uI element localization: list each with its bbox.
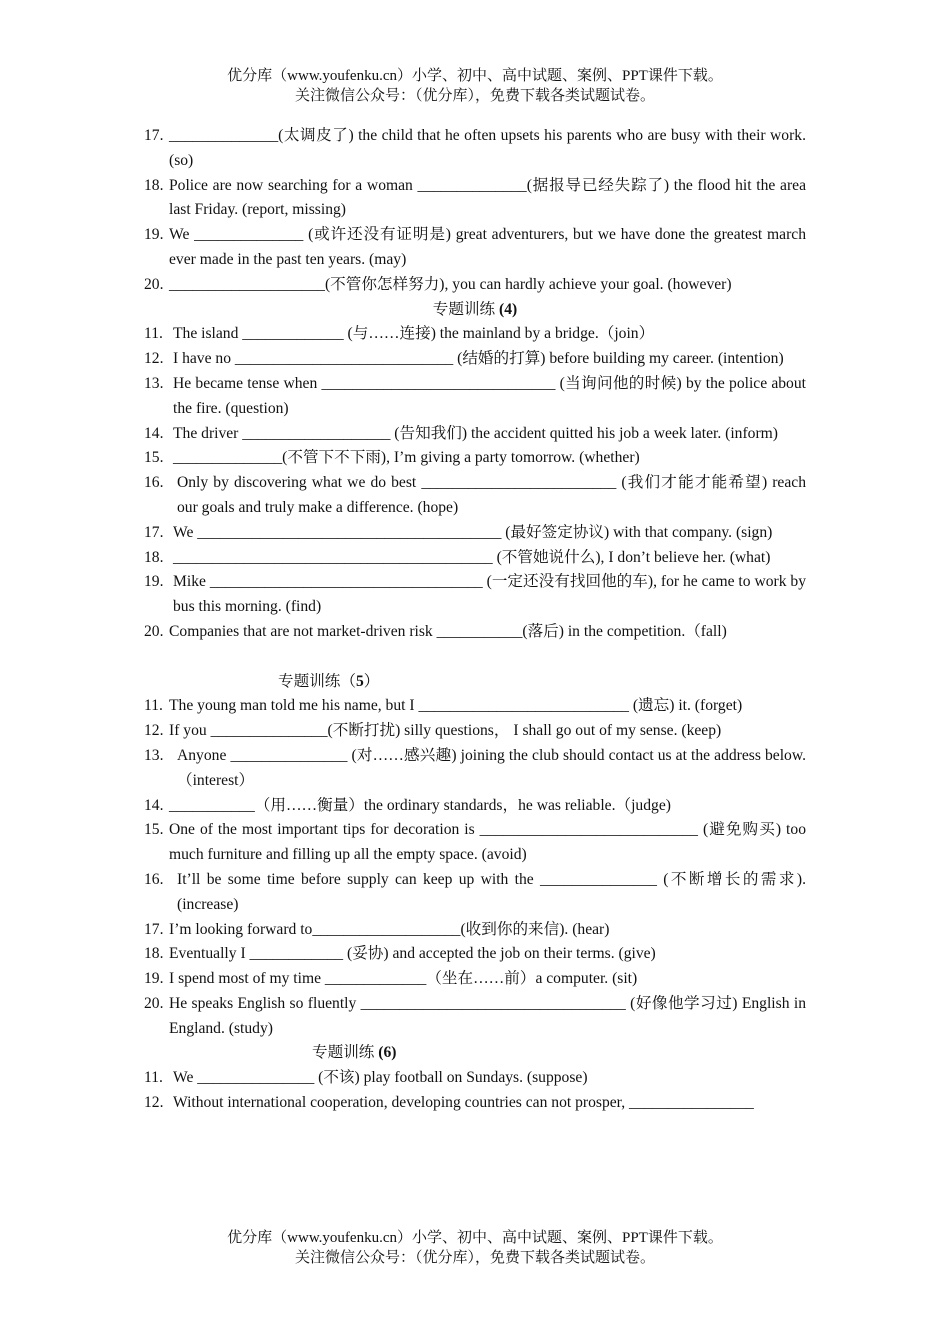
question-number: 19. bbox=[144, 970, 164, 988]
question-5-12 bbox=[144, 719, 806, 744]
question-text: One of the most important tips for decoration is ____________________________ (避免购买) too much furniture and filling up all the empty space. (avoid) bbox=[169, 821, 806, 864]
section-5-number: 5 bbox=[355, 672, 364, 690]
question-4-19 bbox=[144, 570, 806, 620]
question-text: It’ll be some time before supply can keep up with the _______________ (不断增长的需求). (increase) bbox=[177, 870, 806, 913]
question-number: 20. bbox=[144, 622, 164, 640]
page-header bbox=[0, 66, 950, 106]
section-4-title bbox=[144, 298, 806, 323]
question-text: The island _____________ (与……连接) the mainland by a bridge.（join） bbox=[173, 325, 655, 343]
section-4-number: (4) bbox=[499, 300, 518, 318]
question-number: 16. bbox=[144, 474, 164, 492]
question-number: 20. bbox=[144, 275, 164, 293]
question-5-18 bbox=[144, 942, 806, 967]
question-text: Without international cooperation, developing countries can not prosper, ________________ bbox=[173, 1094, 754, 1112]
question-17a bbox=[144, 124, 806, 174]
question-number: 11. bbox=[144, 697, 163, 715]
question-4-13 bbox=[144, 372, 806, 422]
question-text: The young man told me his name, but I ___________________________ (遗忘) it. (forget) bbox=[169, 697, 743, 715]
question-text: He became tense when ______________________________ (当询问他的时候) by the police about the fire. (question) bbox=[173, 374, 806, 417]
question-text: We _______________ (不该) play football on Sundays. (suppose) bbox=[173, 1069, 588, 1087]
question-4-12 bbox=[144, 347, 806, 372]
header-line-1: 优分库（www.youfenku.cn）小学、初中、高中试题、案例、PPT课件下载。 bbox=[227, 68, 723, 84]
question-text: I spend most of my time _____________（坐在……前）a computer. (sit) bbox=[169, 970, 638, 988]
question-text: Only by discovering what we do best _________________________ (我们才能才能希望) reach our goals and truly make a difference. (hope) bbox=[177, 474, 806, 516]
question-5-20 bbox=[144, 992, 806, 1042]
question-5-11 bbox=[144, 694, 806, 719]
question-text: Mike ___________________________________ (一定还没有找回他的车), for he came to work by bus this morning. (find) bbox=[173, 573, 806, 616]
question-text: ___________（用……衡量）the ordinary standards，he was reliable.（judge) bbox=[169, 796, 671, 814]
question-text: ____________________(不管你怎样努力), you can hardly achieve your goal. (however) bbox=[169, 275, 732, 293]
question-4-18 bbox=[144, 546, 806, 571]
question-5-19 bbox=[144, 967, 806, 992]
question-number: 13. bbox=[144, 746, 164, 764]
question-text: ______________(太调皮了) the child that he often upsets his parents who are busy with their work. (so) bbox=[169, 127, 806, 169]
section-6-label: 专题训练 bbox=[312, 1044, 375, 1062]
question-text: Anyone _______________ (对……感兴趣) joining the club should contact us at the address below.（interest） bbox=[177, 746, 806, 789]
question-text: Police are now searching for a woman ______________(据报导已经失踪了) the flood hit the area last Friday. (report, missing) bbox=[169, 176, 806, 219]
question-text: _________________________________________ (不管她说什么), I don’t believe her. (what) bbox=[173, 548, 771, 566]
question-number: 11. bbox=[144, 1069, 163, 1087]
document-body bbox=[144, 124, 806, 1116]
section-5-close: ） bbox=[363, 672, 380, 690]
question-number: 12. bbox=[144, 350, 164, 368]
question-number: 15. bbox=[144, 449, 164, 467]
question-text: I’m looking forward to___________________(收到你的来信). (hear) bbox=[169, 920, 610, 938]
question-5-17 bbox=[144, 918, 806, 943]
question-text: I have no ____________________________ (结婚的打算) before building my career. (intention) bbox=[173, 350, 784, 368]
question-text: The driver ___________________ (告知我们) the accident quitted his job a week later. (inform) bbox=[173, 424, 778, 442]
question-number: 18. bbox=[144, 548, 164, 566]
question-18a bbox=[144, 174, 806, 224]
question-5-13 bbox=[144, 744, 806, 794]
question-5-16 bbox=[144, 868, 806, 918]
question-number: 20. bbox=[144, 994, 164, 1012]
section-5-title bbox=[144, 670, 806, 695]
question-4-15 bbox=[144, 446, 806, 471]
section-6-title bbox=[144, 1041, 806, 1066]
question-number: 16. bbox=[144, 870, 164, 888]
question-number: 14. bbox=[144, 424, 164, 442]
question-5-14 bbox=[144, 794, 806, 819]
question-6-12 bbox=[144, 1091, 806, 1116]
question-number: 12. bbox=[144, 1094, 164, 1112]
question-4-17 bbox=[144, 521, 806, 546]
question-19a bbox=[144, 223, 806, 273]
question-number: 18. bbox=[144, 945, 164, 963]
header-line-2: 关注微信公众号：（优分库），免费下载各类试题试卷。 bbox=[294, 88, 655, 104]
question-text: Eventually I ____________ (妥协) and accepted the job on their terms. (give) bbox=[169, 945, 656, 963]
question-number: 17. bbox=[144, 920, 164, 938]
question-number: 11. bbox=[144, 325, 163, 343]
question-6-11 bbox=[144, 1066, 806, 1091]
footer-line-2: 关注微信公众号：（优分库），免费下载各类试题试卷。 bbox=[294, 1250, 655, 1266]
question-4-14 bbox=[144, 422, 806, 447]
question-4-20 bbox=[144, 620, 806, 645]
section-4-label: 专题训练 bbox=[432, 300, 496, 318]
question-text: Companies that are not market-driven risk ___________(落后) in the competition.（fall) bbox=[169, 622, 727, 640]
footer-line-1: 优分库（www.youfenku.cn）小学、初中、高中试题、案例、PPT课件下载。 bbox=[227, 1230, 723, 1246]
question-number: 19. bbox=[144, 226, 164, 244]
question-text: ______________(不管下不下雨), I’m giving a party tomorrow. (whether) bbox=[173, 449, 640, 467]
question-text: We _______________________________________ (最好签定协议) with that company. (sign) bbox=[173, 523, 773, 541]
spacer bbox=[144, 645, 806, 670]
section-5-label: 专题训练（ bbox=[278, 672, 356, 690]
question-number: 13. bbox=[144, 374, 164, 392]
question-number: 17. bbox=[144, 523, 164, 541]
question-text: We ______________ (或许还没有证明是) great adventurers, but we have done the greatest march ever made in the past ten years. (may) bbox=[169, 226, 806, 268]
question-4-16 bbox=[144, 471, 806, 521]
question-4-11 bbox=[144, 322, 806, 347]
page-footer bbox=[0, 1228, 950, 1268]
question-number: 15. bbox=[144, 821, 164, 839]
question-number: 17. bbox=[144, 127, 164, 144]
question-text: He speaks English so fluently __________________________________ (好像他学习过) English in England. (study) bbox=[169, 994, 806, 1037]
question-number: 19. bbox=[144, 573, 164, 591]
question-20a bbox=[144, 273, 806, 298]
question-text: If you _______________(不断打扰) silly questions， I shall go out of my sense. (keep) bbox=[169, 722, 722, 740]
section-6-number: (6) bbox=[378, 1044, 397, 1062]
question-number: 12. bbox=[144, 722, 164, 740]
question-number: 18. bbox=[144, 176, 164, 194]
question-number: 14. bbox=[144, 796, 164, 814]
question-5-15 bbox=[144, 818, 806, 868]
